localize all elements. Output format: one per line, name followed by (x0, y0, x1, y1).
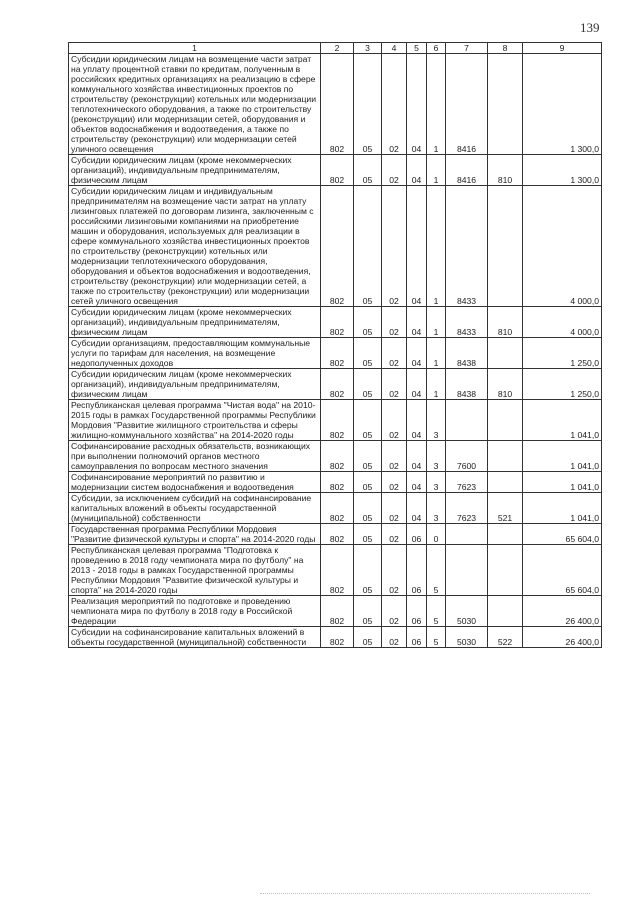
code-cell: 04 (407, 472, 427, 493)
row-name-cell: Республиканская целевая программа "Чистая вода" на 2010-2015 годы в рамках Государственной программы Республики Мордовия "Развитие жилищного строительства и сферы жилищно-коммунального хозяйства" на 2014-2020 годы (69, 400, 321, 441)
code-cell: 802 (321, 186, 354, 307)
code-cell: 04 (407, 307, 427, 338)
code-cell: 802 (321, 493, 354, 524)
code-cell: 02 (382, 441, 407, 472)
code-cell: 04 (407, 441, 427, 472)
code-cell: 802 (321, 54, 354, 155)
row-name-cell: Субсидии юридическим лицам (кроме некоммерческих организаций), индивидуальным предпринимателям, физическим лицам (69, 369, 321, 400)
code-cell: 810 (488, 155, 523, 186)
code-cell: 02 (382, 307, 407, 338)
column-header: 3 (354, 43, 382, 54)
row-name-cell: Субсидии юридическим лицам (кроме некоммерческих организаций), индивидуальным предпринимателям, физическим лицам (69, 307, 321, 338)
amount-cell: 1 041,0 (523, 441, 602, 472)
table-row (69, 596, 602, 627)
code-cell: 5030 (446, 596, 488, 627)
code-cell: 02 (382, 627, 407, 648)
amount-cell: 1 250,0 (523, 338, 602, 369)
column-header: 9 (523, 43, 602, 54)
code-cell: 05 (354, 155, 382, 186)
code-cell: 02 (382, 369, 407, 400)
code-cell: 8416 (446, 155, 488, 186)
row-name-cell: Софинансирование мероприятий по развитию и модернизации систем водоснабжения и водоотведения (69, 472, 321, 493)
code-cell: 05 (354, 524, 382, 545)
code-cell: 802 (321, 596, 354, 627)
code-cell: 3 (427, 472, 446, 493)
table-row (69, 338, 602, 369)
table-row (69, 369, 602, 400)
code-cell: 04 (407, 155, 427, 186)
code-cell: 8416 (446, 54, 488, 155)
code-cell: 802 (321, 524, 354, 545)
table-row (69, 400, 602, 441)
code-cell: 02 (382, 596, 407, 627)
code-cell: 02 (382, 54, 407, 155)
budget-table (68, 42, 602, 648)
code-cell: 05 (354, 493, 382, 524)
code-cell: 02 (382, 524, 407, 545)
code-cell: 8438 (446, 338, 488, 369)
code-cell: 802 (321, 627, 354, 648)
column-header: 8 (488, 43, 523, 54)
code-cell: 05 (354, 596, 382, 627)
table-row (69, 155, 602, 186)
code-cell (488, 400, 523, 441)
code-cell: 802 (321, 307, 354, 338)
code-cell: 802 (321, 545, 354, 596)
code-cell (488, 472, 523, 493)
code-cell (488, 545, 523, 596)
code-cell: 06 (407, 524, 427, 545)
code-cell: 3 (427, 493, 446, 524)
row-name-cell: Субсидии организациям, предоставляющим коммунальные услуги по тарифам для населения, на возмещение недополученных доходов (69, 338, 321, 369)
code-cell: 05 (354, 338, 382, 369)
code-cell: 06 (407, 627, 427, 648)
code-cell: 04 (407, 186, 427, 307)
code-cell (446, 545, 488, 596)
table-header-row (69, 43, 602, 54)
row-name-cell: Республиканская целевая программа "Подготовка к проведению в 2018 году чемпионата мира по футболу" на 2013 - 2018 годы в рамках Государственной программы Республики Мордовия "Развитие физической культуры и спорта" на 2014-2020 годы (69, 545, 321, 596)
column-header: 6 (427, 43, 446, 54)
table-row (69, 307, 602, 338)
code-cell: 05 (354, 369, 382, 400)
code-cell (446, 400, 488, 441)
amount-cell: 1 250,0 (523, 369, 602, 400)
code-cell: 04 (407, 493, 427, 524)
code-cell: 802 (321, 155, 354, 186)
row-name-cell: Субсидии юридическим лицам на возмещение части затрат на уплату процентной ставки по кредитам, полученным в российских кредитных организациях на реализацию в сфере коммунального хозяйства инвестиционных проектов по строительству (реконструкции) котельных или модернизации теплотехнического оборудования, а также по строительству (реконструкции) или модернизации сетей, оборудования и объектов водоснабжения и водоотведения, а также по строительству (реконструкции) или модернизации сетей уличного освещения (69, 54, 321, 155)
code-cell: 3 (427, 400, 446, 441)
code-cell: 02 (382, 400, 407, 441)
code-cell: 06 (407, 545, 427, 596)
code-cell: 8433 (446, 307, 488, 338)
code-cell: 1 (427, 155, 446, 186)
code-cell: 06 (407, 596, 427, 627)
code-cell: 3 (427, 441, 446, 472)
table-row (69, 627, 602, 648)
row-name-cell: Субсидии юридическим лицам и индивидуальным предпринимателям на возмещение части затрат на уплату лизинговых платежей по договорам лизинга, заключенным с российскими лизинговыми компаниями на приобретение машин и оборудования, используемых для реализации в сфере коммунального хозяйства инвестиционных проектов по строительству (реконструкции) котельных или модернизации теплотехнического оборудования, оборудования и объектов водоснабжения и водоотведения, строительству (реконструкции) или модернизации сетей, а также по строительству (реконструкции) или модернизации сетей уличного освещения (69, 186, 321, 307)
amount-cell: 1 041,0 (523, 493, 602, 524)
code-cell: 1 (427, 307, 446, 338)
code-cell (488, 338, 523, 369)
code-cell: 5 (427, 627, 446, 648)
code-cell (488, 54, 523, 155)
code-cell: 521 (488, 493, 523, 524)
scan-edge-mark (260, 893, 590, 895)
table-row (69, 54, 602, 155)
column-header: 7 (446, 43, 488, 54)
amount-cell: 26 400,0 (523, 596, 602, 627)
code-cell: 1 (427, 338, 446, 369)
code-cell: 02 (382, 186, 407, 307)
code-cell: 1 (427, 186, 446, 307)
amount-cell: 1 041,0 (523, 400, 602, 441)
amount-cell: 65 604,0 (523, 545, 602, 596)
code-cell: 02 (382, 472, 407, 493)
code-cell: 05 (354, 54, 382, 155)
code-cell (488, 441, 523, 472)
code-cell: 7600 (446, 441, 488, 472)
row-name-cell: Государственная программа Республики Мордовия "Развитие физической культуры и спорта" на 2014-2020 годы (69, 524, 321, 545)
code-cell: 0 (427, 524, 446, 545)
table-row (69, 524, 602, 545)
row-name-cell: Субсидии, за исключением субсидий на софинансирование капитальных вложений в объекты государственной (муниципальной) собственности (69, 493, 321, 524)
table-row (69, 186, 602, 307)
row-name-cell: Реализация мероприятий по подготовке и проведению чемпионата мира по футболу в 2018 году в Российской Федерации (69, 596, 321, 627)
amount-cell: 1 300,0 (523, 54, 602, 155)
code-cell: 8438 (446, 369, 488, 400)
code-cell: 05 (354, 441, 382, 472)
code-cell: 1 (427, 54, 446, 155)
code-cell: 802 (321, 338, 354, 369)
code-cell: 5 (427, 545, 446, 596)
row-name-cell: Софинансирование расходных обязательств, возникающих при выполнении полномочий органов местного самоуправления по вопросам местного значения (69, 441, 321, 472)
code-cell: 810 (488, 369, 523, 400)
code-cell: 05 (354, 307, 382, 338)
table-row (69, 441, 602, 472)
code-cell: 04 (407, 400, 427, 441)
code-cell: 1 (427, 369, 446, 400)
column-header: 1 (69, 43, 321, 54)
amount-cell: 1 041,0 (523, 472, 602, 493)
amount-cell: 1 300,0 (523, 155, 602, 186)
code-cell: 04 (407, 369, 427, 400)
code-cell (488, 186, 523, 307)
code-cell: 02 (382, 338, 407, 369)
code-cell (488, 524, 523, 545)
code-cell: 802 (321, 472, 354, 493)
code-cell: 02 (382, 493, 407, 524)
column-header: 2 (321, 43, 354, 54)
amount-cell: 65 604,0 (523, 524, 602, 545)
row-name-cell: Субсидии юридическим лицам (кроме некоммерческих организаций), индивидуальным предпринимателям, физическим лицам (69, 155, 321, 186)
code-cell: 05 (354, 627, 382, 648)
code-cell: 7623 (446, 493, 488, 524)
code-cell: 522 (488, 627, 523, 648)
code-cell: 05 (354, 186, 382, 307)
code-cell (446, 524, 488, 545)
amount-cell: 4 000,0 (523, 186, 602, 307)
table-row (69, 472, 602, 493)
code-cell: 05 (354, 545, 382, 596)
amount-cell: 26 400,0 (523, 627, 602, 648)
code-cell: 802 (321, 441, 354, 472)
code-cell (488, 596, 523, 627)
code-cell: 04 (407, 338, 427, 369)
column-header: 4 (382, 43, 407, 54)
code-cell: 5030 (446, 627, 488, 648)
code-cell: 810 (488, 307, 523, 338)
row-name-cell: Субсидии на софинансирование капитальных вложений в объекты государственной (муниципальной) собственности (69, 627, 321, 648)
code-cell: 04 (407, 54, 427, 155)
column-header: 5 (407, 43, 427, 54)
code-cell: 802 (321, 400, 354, 441)
page-number: 139 (580, 20, 600, 35)
code-cell: 05 (354, 400, 382, 441)
code-cell: 8433 (446, 186, 488, 307)
code-cell: 5 (427, 596, 446, 627)
amount-cell: 4 000,0 (523, 307, 602, 338)
table-row (69, 493, 602, 524)
table-row (69, 545, 602, 596)
code-cell: 02 (382, 545, 407, 596)
code-cell: 7623 (446, 472, 488, 493)
code-cell: 802 (321, 369, 354, 400)
code-cell: 05 (354, 472, 382, 493)
code-cell: 02 (382, 155, 407, 186)
